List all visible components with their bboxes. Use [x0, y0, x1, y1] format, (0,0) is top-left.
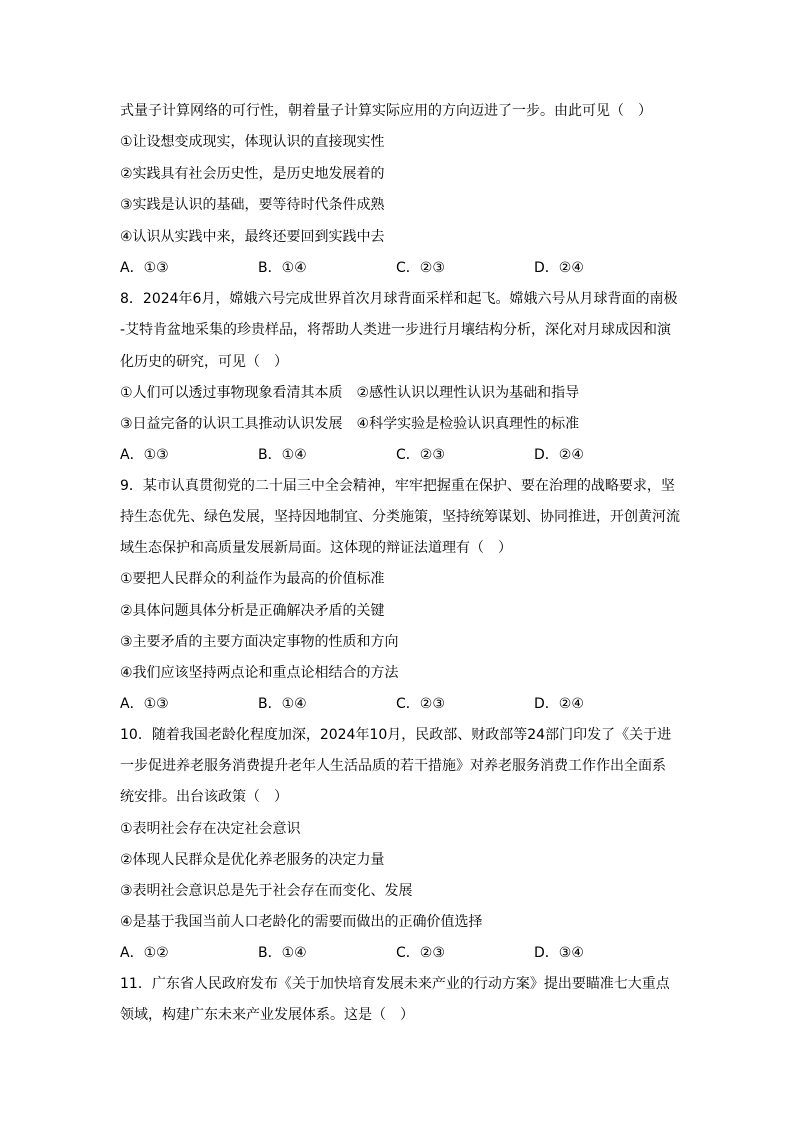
- q7-option-c[interactable]: C．②③: [396, 260, 445, 276]
- q8-stem-line-3: 化历史的研究，可见（ ）: [120, 354, 288, 370]
- q7-options: [120, 258, 680, 278]
- q9-item-2: ②具体问题具体分析是正确解决矛盾的关键: [120, 603, 385, 619]
- q9-item-4: ④我们应该坚持两点论和重点论相结合的方法: [120, 665, 399, 681]
- q9-stem-line-3: 域生态保护和高质量发展新局面。这体现的辩证法道理有（ ）: [120, 540, 512, 556]
- q7-option-a[interactable]: A．①③: [120, 260, 169, 276]
- q8-option-a[interactable]: A．①③: [120, 447, 169, 463]
- q9-options: [120, 694, 680, 714]
- q10-option-a[interactable]: A．①②: [120, 945, 169, 961]
- q10-stem-line-1: 10．随着我国老龄化程度加深，2024年10月，民政部、财政部等24部门印发了《关于进: [120, 727, 672, 743]
- q10-item-1: ①表明社会存在决定社会意识: [120, 821, 301, 837]
- q9-item-1: ①要把人民群众的利益作为最高的价值标准: [120, 571, 385, 587]
- q7-item-1: ①让设想变成现实，体现认识的直接现实性: [120, 134, 385, 150]
- q10-options: [120, 943, 680, 963]
- q9-option-a[interactable]: A．①③: [120, 696, 169, 712]
- q10-stem-line-2: 一步促进养老服务消费提升老年人生活品质的若干措施》对养老服务消费工作作出全面系: [120, 758, 666, 774]
- q10-item-4: ④是基于我国当前人口老龄化的需要而做出的正确价值选择: [120, 914, 483, 930]
- q9-stem-line-1: 9．某市认真贯彻党的二十届三中全会精神，牢牢把握重在保护、要在治理的战略要求，坚: [120, 478, 675, 494]
- q8-option-d[interactable]: D．②④: [534, 447, 584, 463]
- q9-item-3: ③主要矛盾的主要方面决定事物的性质和方向: [120, 634, 399, 650]
- q10-option-b[interactable]: B．①④: [258, 945, 307, 961]
- q9-stem-line-2: 持生态优先、绿色发展，坚持因地制宜、分类施策，坚持统筹谋划、协同推进，开创黄河流: [120, 509, 680, 525]
- q10-stem-line-3: 统安排。出台该政策（ ）: [120, 789, 288, 805]
- q10-option-d[interactable]: D．③④: [534, 945, 584, 961]
- q8-stem-line-2: -艾特肯盆地采集的珍贵样品，将帮助人类进一步进行月壤结构分析，深化对月球成因和演: [120, 322, 672, 338]
- q8-stem-line-1: 8．2024年6月，嫦娥六号完成世界首次月球背面采样和起飞。嫦娥六号从月球背面的南极: [120, 291, 678, 307]
- q8-item-row-2: ③日益完备的认识工具推动认识发展 ④科学实验是检验认识真理性的标准: [120, 416, 580, 432]
- q7-stem-end: 式量子计算网络的可行性，朝着量子计算实际应用的方向迈进了一步。由此可见（ ）: [120, 103, 652, 119]
- q9-option-b[interactable]: B．①④: [258, 696, 307, 712]
- q8-option-b[interactable]: B．①④: [258, 447, 307, 463]
- q11-stem-line-1: 11．广东省人民政府发布《关于加快培育发展未来产业的行动方案》提出要瞄准七大重点: [120, 976, 670, 992]
- q10-item-3: ③表明社会意识总是先于社会存在而变化、发展: [120, 883, 413, 899]
- q7-item-4: ④认识从实践中来，最终还要回到实践中去: [120, 229, 385, 245]
- q7-item-3: ③实践是认识的基础，要等待时代条件成熟: [120, 197, 385, 213]
- q9-option-d[interactable]: D．②④: [534, 696, 584, 712]
- q9-option-c[interactable]: C．②③: [396, 696, 445, 712]
- q7-item-2: ②实践具有社会历史性，是历史地发展着的: [120, 166, 385, 182]
- q10-item-2: ②体现人民群众是优化养老服务的决定力量: [120, 852, 385, 868]
- q7-option-b[interactable]: B．①④: [258, 260, 307, 276]
- q8-option-c[interactable]: C．②③: [396, 447, 445, 463]
- q11-stem-line-2: 领域，构建广东未来产业发展体系。这是（ ）: [120, 1007, 414, 1023]
- q10-option-c[interactable]: C．②③: [396, 945, 445, 961]
- q8-item-row-1: ①人们可以透过事物现象看清其本质 ②感性认识以理性认识为基础和指导: [120, 385, 580, 401]
- q8-options: [120, 445, 680, 465]
- q7-option-d[interactable]: D．②④: [534, 260, 584, 276]
